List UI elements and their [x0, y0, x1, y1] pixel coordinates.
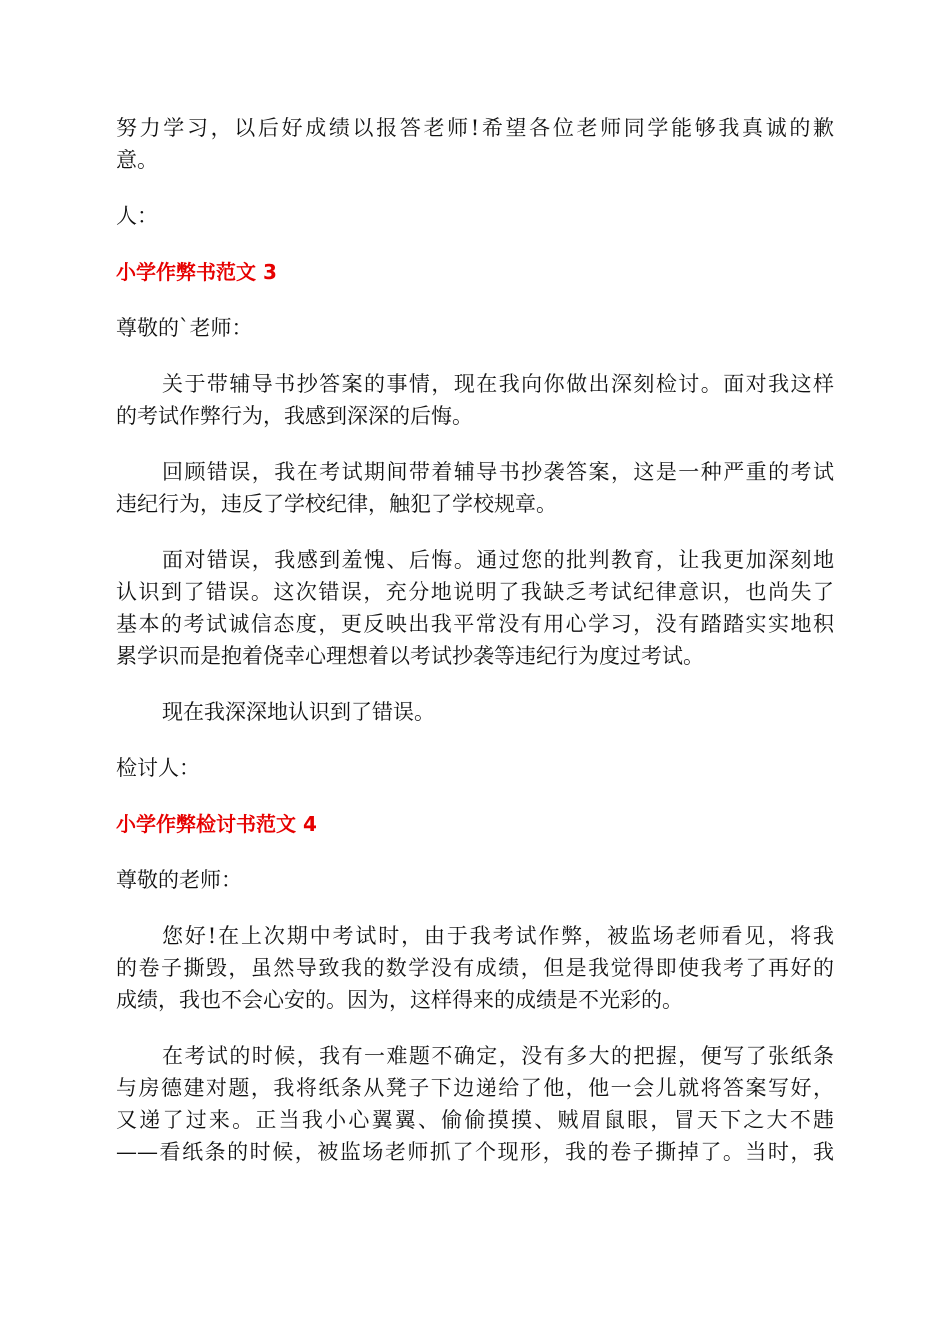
paragraph-apology-ending — [116, 112, 834, 176]
heading-sample-3: 小学作弊书范文 3 — [116, 260, 277, 284]
paragraph-3-3 — [116, 544, 834, 672]
text-line: 又递了过来。正当我小心翼翼、偷偷摸摸、贼眉鼠眼，冒天下之大不韪 — [116, 1108, 834, 1132]
heading-sample-4: 小学作弊检讨书范文 4 — [116, 812, 317, 836]
text-line: 成绩，我也不会心安的。因为，这样得来的成绩是不光彩的。 — [116, 988, 683, 1012]
text-line: 您好!在上次期中考试时，由于我考试作弊，被监场老师看见，将我 — [162, 924, 834, 948]
text-line: 违纪行为，违反了学校纪律，触犯了学校规章。 — [116, 492, 557, 516]
text-line: 面对错误，我感到羞愧、后悔。通过您的批判教育，让我更加深刻地 — [162, 548, 834, 572]
salutation-4: 尊敬的老师： — [116, 868, 242, 892]
text-line: 认识到了错误。这次错误，充分地说明了我缺乏考试纪律意识，也尚失了 — [116, 580, 834, 604]
text-line: 努力学习，以后好成绩以报答老师!希望各位老师同学能够我真诚的歉 — [116, 116, 834, 140]
signature-line-1: 人： — [116, 204, 158, 228]
text-line: 回顾错误，我在考试期间带着辅导书抄袭答案，这是一种严重的考试 — [162, 460, 834, 484]
paragraph-3-2 — [116, 456, 834, 520]
text-line: 意。 — [116, 148, 158, 172]
signature-line-3: 检讨人： — [116, 756, 200, 780]
paragraph-3-4: 现在我深深地认识到了错误。 — [162, 700, 435, 724]
text-line: 在考试的时候，我有一难题不确定，没有多大的把握，便写了张纸条 — [162, 1044, 834, 1068]
paragraph-3-1 — [116, 368, 834, 432]
text-line: 的卷子撕毁，虽然导致我的数学没有成绩，但是我觉得即使我考了再好的 — [116, 956, 834, 980]
document-page — [116, 112, 834, 1192]
text-line: 基本的考试诚信态度，更反映出我平常没有用心学习，没有踏踏实实地积 — [116, 612, 834, 636]
text-line: 与房德建对题，我将纸条从凳子下边递给了他，他一会儿就将答案写好， — [116, 1076, 834, 1100]
text-line: 的考试作弊行为，我感到深深的后悔。 — [116, 404, 473, 428]
text-line: 关于带辅导书抄答案的事情，现在我向你做出深刻检讨。面对我这样 — [162, 372, 834, 396]
salutation-3: 尊敬的`老师： — [116, 316, 253, 340]
text-line: ——看纸条的时候，被监场老师抓了个现形，我的卷子撕掉了。当时，我 — [116, 1140, 834, 1164]
paragraph-4-2 — [116, 1040, 834, 1168]
paragraph-4-1 — [116, 920, 834, 1016]
text-line: 累学识而是抱着侥幸心理想着以考试抄袭等违纪行为度过考试。 — [116, 644, 704, 668]
